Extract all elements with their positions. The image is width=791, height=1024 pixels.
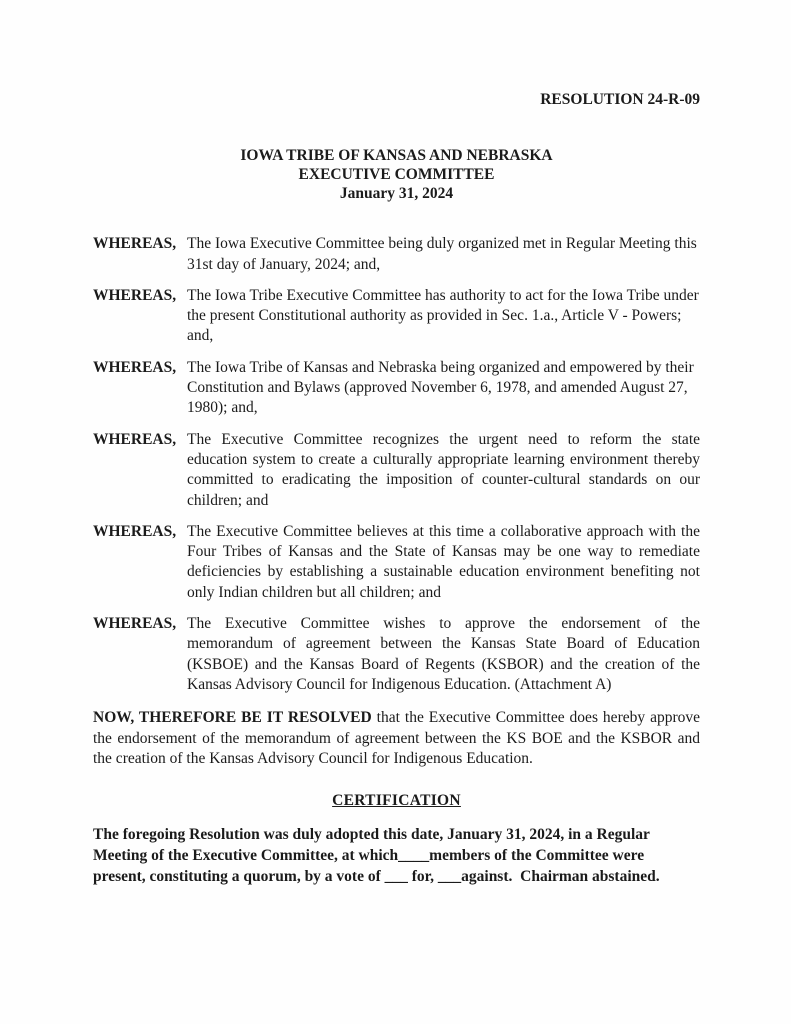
whereas-text-4: The Executive Committee recognizes the urgent need to reform the state education system to create a culturally appropriate learning environment thereby committed to eradicating the imposition of counter-cultural standards on our children; and <box>187 430 700 509</box>
meeting-date: January 31, 2024 <box>339 185 454 203</box>
whereas-text-6: The Executive Committee wishes to approve the endorsement of the memorandum of agreement between the Kansas State Board of Education (KSBOE) and the Kansas Board of Regents (KSBOR) and the creation of the Kansas Advisory Council for Indigenous Education. (Attachment A) <box>187 615 700 693</box>
whereas-text-3: The Iowa Tribe of Kansas and Nebraska being organized and empowered by their Constitution and Bylaws (approved November 6, 1978, and amended August 27, 1980); and, <box>187 358 694 417</box>
whereas-clause-6 <box>93 614 700 695</box>
whereas-section <box>93 234 700 695</box>
resolved-paragraph <box>93 708 700 769</box>
whereas-clause-5 <box>93 522 700 603</box>
whereas-clause-2 <box>93 286 700 347</box>
whereas-text-1: The Iowa Executive Committee being duly organized met in Regular Meeting this 31st day of January, 2024; and, <box>187 235 697 273</box>
certification-text: The foregoing Resolution was duly adopted this date, January 31, 2024, in a Regular Meeting of the Executive Committee, at which____members of the Committee were present, constituting a quorum, by a vote of ___ for, ___against. Chairman abstained. <box>93 826 660 885</box>
whereas-clause-3 <box>93 358 700 419</box>
whereas-label: WHEREAS, <box>93 358 177 376</box>
whereas-clause-1 <box>93 234 700 275</box>
whereas-label: WHEREAS, <box>93 286 177 304</box>
org-title: IOWA TRIBE OF KANSAS AND NEBRASKA <box>240 147 553 165</box>
whereas-label: WHEREAS, <box>93 522 177 540</box>
certification-heading-row <box>93 791 700 811</box>
resolved-text: that the Executive Committee does hereby approve the endorsement of the memorandum of agreement between the KS BOE and the KSBOR and the creation of the Kansas Advisory Council for Indigenous Education. <box>93 709 700 767</box>
certification-heading: CERTIFICATION <box>332 792 461 810</box>
whereas-text-2: The Iowa Tribe Executive Committee has authority to act for the Iowa Tribe under the present Constitutional authority as provided in Sec. 1.a., Article V - Powers; and, <box>187 286 699 345</box>
title-block <box>93 146 700 203</box>
whereas-label: WHEREAS, <box>93 235 177 253</box>
whereas-label: WHEREAS, <box>93 430 177 448</box>
whereas-clause-4 <box>93 430 700 511</box>
whereas-text-5: The Executive Committee believes at this time a collaborative approach with the Four Tribes of Kansas and the State of Kansas may be one way to remediate deficiencies by establishing a sustainable education environment benefiting not only Indian children but all children; and <box>187 522 700 601</box>
resolution-number: RESOLUTION 24-R-09 <box>540 91 700 108</box>
whereas-label: WHEREAS, <box>93 615 177 633</box>
resolved-lead: NOW, THEREFORE BE IT RESOLVED <box>93 709 372 727</box>
committee-title: EXECUTIVE COMMITTEE <box>298 166 495 184</box>
